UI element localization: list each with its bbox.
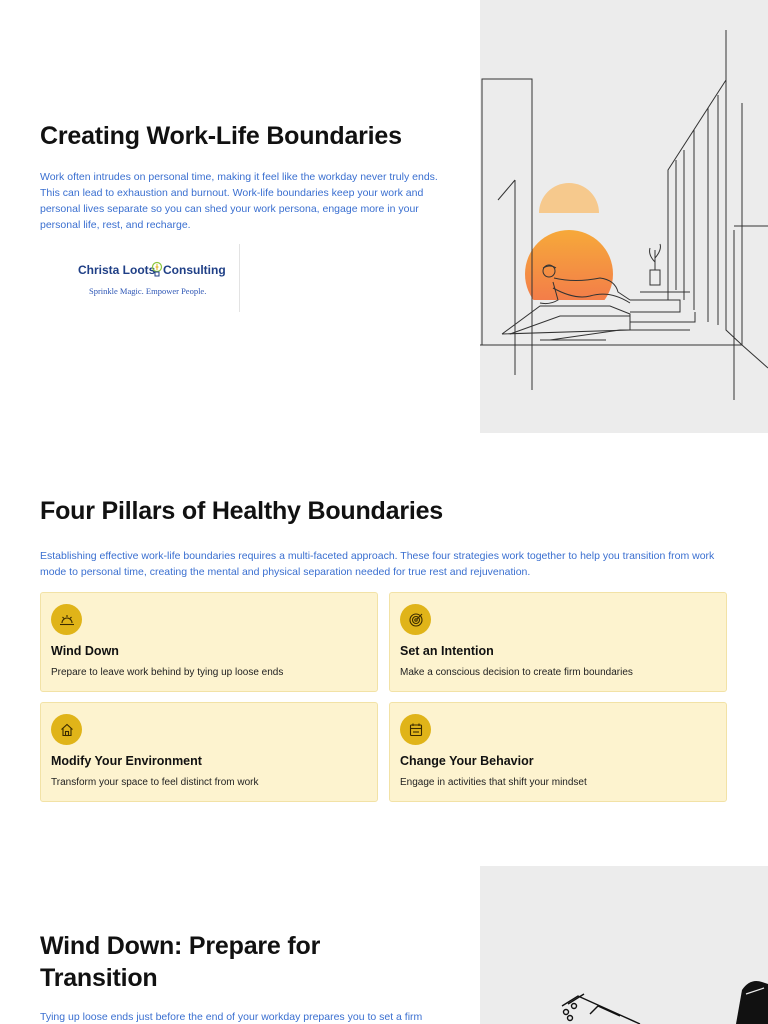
pillar-title: Change Your Behavior: [400, 754, 534, 768]
pillar-card-wind-down: [40, 592, 378, 692]
target-icon: [400, 604, 431, 635]
brand-logo: [60, 244, 240, 312]
logo-name-part2: Consulting: [163, 263, 226, 277]
pillar-card-change-behavior: [389, 702, 727, 802]
calendar-icon: [400, 714, 431, 745]
wind-down-paragraph: Tying up loose ends just before the end of your workday prepares you to set a firm: [40, 1011, 423, 1023]
page-title: Creating Work-Life Boundaries: [40, 122, 402, 150]
logo-name-part1: Christa Loots: [78, 263, 156, 277]
wind-down-title: Wind Down: Prepare for Transition: [40, 932, 321, 992]
pillar-title: Wind Down: [51, 644, 119, 658]
pillars-title: Four Pillars of Healthy Boundaries: [40, 497, 444, 525]
logo-tagline: Sprinkle Magic. Empower People.: [89, 286, 207, 296]
lightbulb-icon: [151, 261, 163, 279]
pillar-title: Modify Your Environment: [51, 754, 202, 768]
relaxing-person-illustration: [480, 0, 768, 433]
pillar-card-modify-environment: [40, 702, 378, 802]
pillars-paragraph: Establishing effective work-life boundaries requires a multi-faceted approach. These four strategies work together to help you transition from work mode to personal time, creating the mental and physical separation needed for true rest and rejuvenation.: [40, 550, 715, 578]
pillar-card-set-intention: [389, 592, 727, 692]
pillar-desc: Make a conscious decision to create firm boundaries: [400, 667, 633, 678]
pillar-title: Set an Intention: [400, 644, 494, 658]
pillar-desc: Engage in activities that shift your mindset: [400, 777, 587, 788]
intro-section: [0, 0, 768, 433]
pillar-desc: Prepare to leave work behind by tying up loose ends: [51, 667, 284, 678]
sunset-icon: [51, 604, 82, 635]
hero-illustration: [480, 0, 768, 433]
notebook-phone-illustration: [480, 866, 768, 1024]
home-icon: [51, 714, 82, 745]
pillar-desc: Transform your space to feel distinct from work: [51, 777, 259, 788]
intro-paragraph: Work often intrudes on personal time, making it feel like the workday never truly ends. This can lead to exhaustion and burnout. Work-life boundaries keep your work and personal lives separate so you can shed your work persona, engage more in your personal life, rest, and recharge.: [40, 171, 438, 231]
notebook-illustration: [480, 866, 768, 1024]
